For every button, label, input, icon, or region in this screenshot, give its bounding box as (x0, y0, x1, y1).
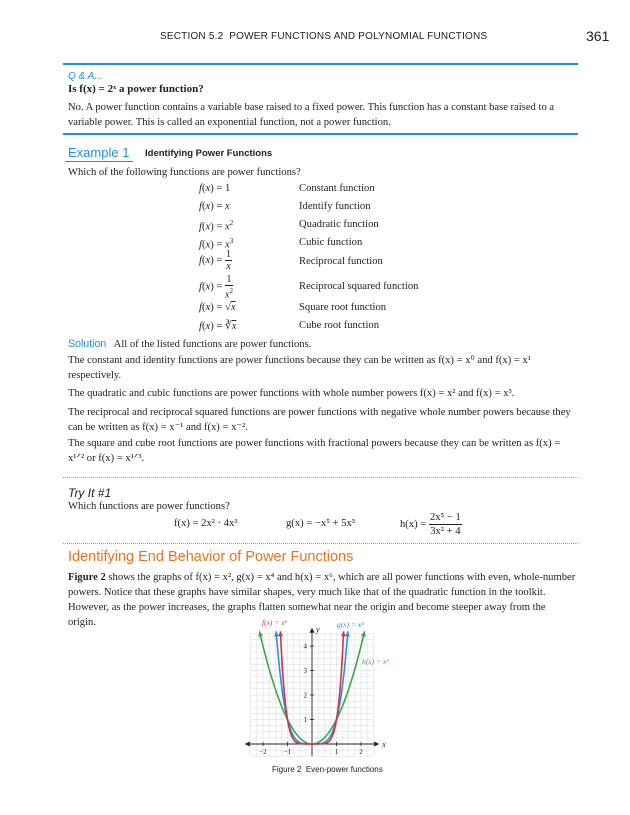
y-tick-label: 2 (303, 691, 307, 700)
fn-constant: f(x) = 1 (199, 183, 231, 194)
example-prompt: Which of the following functions are power functions? (68, 167, 301, 178)
solution-line (68, 337, 576, 352)
x-axis-arrow-right (374, 742, 379, 747)
solution-text: All of the listed functions are power functions. (113, 339, 312, 350)
page-number: 361 (586, 28, 610, 44)
y-axis-label: y (316, 624, 320, 634)
x-tick-label: 1 (334, 748, 339, 756)
fn-desc-cube-root: Cube root function (299, 320, 380, 331)
fn-reciprocal-squared: f(x) = $\frac{1}{x^2}$ (199, 274, 233, 301)
y-tick-label: 3 (303, 667, 307, 675)
header-title: POWER FUNCTIONS AND POLYNOMIAL FUNCTIONS (229, 31, 488, 42)
try-it-h (400, 511, 462, 538)
x-tick-label: −2 (259, 748, 267, 756)
qa-question: Is f(x) = 2ˣ a power function? (68, 83, 204, 95)
section-title: Identifying End Behavior of Power Functions (68, 549, 354, 565)
example-title: Identifying Power Functions (145, 148, 273, 159)
try-it-h-num: 2x⁵ − 1 (429, 512, 461, 523)
solution-label: Solution (68, 338, 107, 350)
axes (245, 625, 387, 757)
fn-desc-identity: Identify function (299, 201, 371, 212)
try-it-f: f(x) = 2x² · 4x³ (174, 518, 238, 529)
fn-identity: f(x) = x (199, 201, 230, 212)
fn-desc-quadratic: Quadratic function (299, 219, 379, 230)
try-it-g: g(x) = −x⁵ + 5x³ (286, 518, 355, 529)
top-rule (63, 63, 578, 65)
even-power-graph (240, 614, 390, 762)
try-it-h-den: 3x² + 4 (430, 526, 461, 537)
try-it-h-lhs: h(x) = (400, 519, 427, 530)
qa-answer: No. A power function contains a variable base raised to a fixed power. This function has a constant base raised to a variable power. This is called an exponential function, not a power function. (68, 102, 555, 128)
solution-paragraph-1: The constant and identity functions are power functions because they can be written as f(x) = x⁰ and f(x) = x¹ respectively. (68, 355, 531, 381)
fn-desc-constant: Constant function (299, 183, 375, 194)
x-tick-label: −1 (283, 748, 292, 756)
try-it-top-divider (63, 477, 578, 478)
try-it-prompt: Which functions are power functions? (68, 501, 230, 512)
qa-bottom-rule (63, 133, 578, 135)
fn-desc-square-root: Square root function (299, 302, 387, 313)
try-it-label: Try It #1 (68, 486, 112, 500)
fn-cubic: $f(x) = x^3$ (199, 237, 234, 251)
header-section: SECTION 5.2 (160, 31, 224, 42)
example-underline (65, 161, 133, 162)
running-header (160, 31, 487, 42)
figure-caption-label: Figure 2 (272, 765, 302, 774)
x-tick-label: 2 (359, 748, 363, 756)
section-body: shows the graphs of f(x) = x², g(x) = x⁴ and h(x) = x⁶, which are all power functions with even, whole-number powers. Notice that these graphs have similar shapes, very much like that of the quadratic function in the toolkit. However, as the power increases, the graphs flatten somewhat near the origin and become steeper away from the origin. (68, 572, 576, 628)
example-label: Example 1 (68, 145, 130, 160)
solution-paragraph-2: The quadratic and cubic functions are power functions with whole number powers f(x) = x² and f(x) = x³. (68, 388, 515, 399)
figure-caption-text: Even-power functions (305, 765, 383, 774)
label-f: f(x) = x⁶ (262, 618, 288, 627)
fn-desc-reciprocal: Reciprocal function (299, 256, 383, 267)
fn-reciprocal: f(x) = $\frac{1}{x}$ (199, 249, 231, 272)
try-it-h-frac (429, 511, 462, 538)
label-h: h(x) = x² (362, 657, 389, 666)
figure-ref: Figure 2 (68, 572, 106, 583)
y-axis-arrow (310, 628, 315, 633)
fn-square-root: f(x) = √x (199, 302, 236, 313)
x-axis-label: x (382, 740, 386, 749)
label-g: g(x) = x⁴ (337, 620, 364, 629)
figure-caption (272, 765, 383, 774)
y-tick-label: 1 (303, 716, 307, 724)
qa-label: Q & A... (68, 71, 103, 82)
try-it-bottom-divider (63, 543, 578, 544)
fn-desc-cubic: Cubic function (299, 237, 363, 248)
fn-cube-root: $f(x) = ∛\overline{x}$ (199, 321, 237, 332)
solution-paragraph-3: The reciprocal and reciprocal squared functions are power functions with negative whole number powers because they can be written as f(x) = x⁻¹ and f(x) = x⁻². (68, 407, 571, 433)
solution-paragraph-4: The square and cube root functions are power functions with fractional powers because they can be written as f(x) = x¹ᐟ² or f(x) = x¹ᐟ³. (68, 438, 561, 464)
y-tick-label: 4 (303, 642, 307, 651)
fn-quadratic: $f(x) = x^2$ (199, 219, 234, 233)
x-axis-arrow-left (245, 742, 250, 747)
fn-desc-reciprocal-squared: Reciprocal squared function (299, 281, 419, 292)
